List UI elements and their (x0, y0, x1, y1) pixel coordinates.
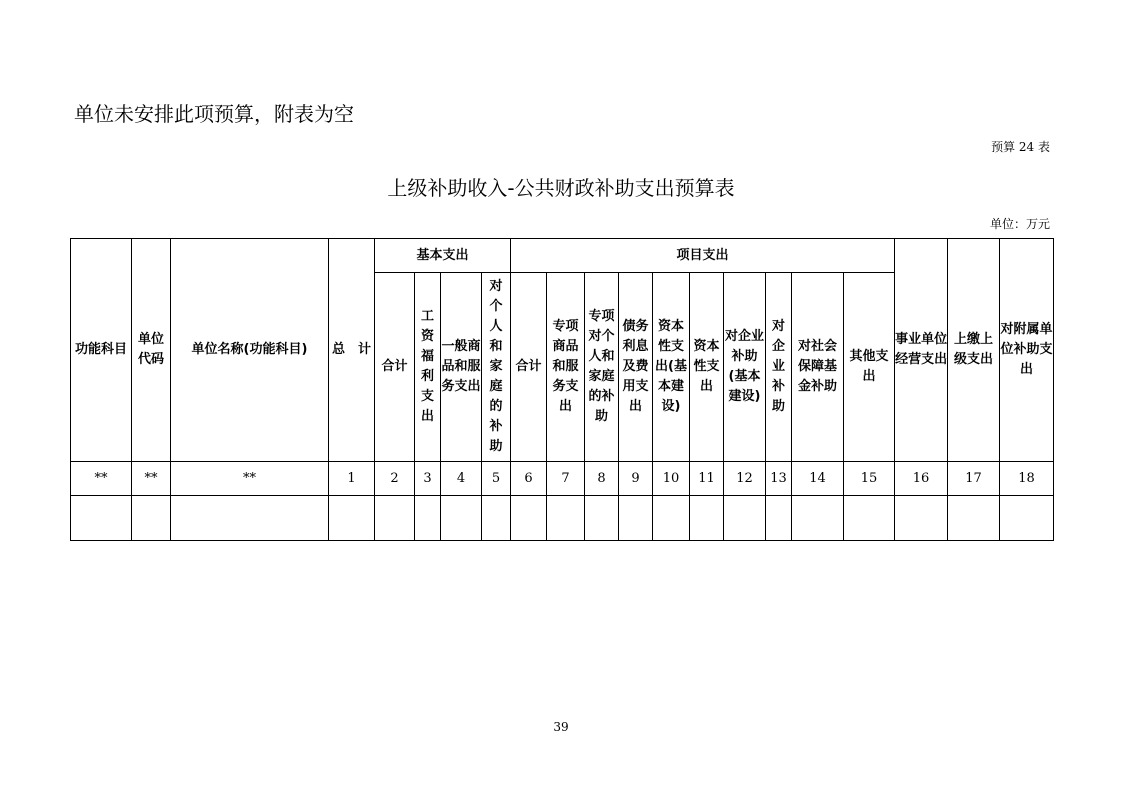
budget-table (70, 238, 1054, 541)
number-row (71, 462, 1054, 496)
page-number: 39 (553, 720, 569, 734)
empty-cell (329, 496, 375, 541)
number-cell: 17 (948, 462, 1000, 496)
empty-cell (375, 496, 415, 541)
empty-cell (415, 496, 441, 541)
number-cell: ** (71, 462, 132, 496)
header-total: 总 计 (329, 239, 375, 462)
number-cell: ** (132, 462, 171, 496)
number-cell: ** (171, 462, 329, 496)
header-project-enterprise: 对企业补助 (772, 319, 786, 414)
header-biz-exp: 事业单位经营支出 (895, 239, 948, 462)
table-title: 上级补助收入-公共财政补助支出预算表 (387, 176, 735, 200)
header-project-debt: 债务利息及费用支出 (619, 273, 653, 462)
header-project-social: 对社会保障基金补助 (792, 273, 844, 462)
empty-cell (511, 496, 547, 541)
empty-cell (792, 496, 844, 541)
number-cell: 18 (1000, 462, 1054, 496)
number-cell: 3 (415, 462, 441, 496)
empty-cell (724, 496, 766, 541)
number-cell: 16 (895, 462, 948, 496)
empty-cell (71, 496, 132, 541)
header-affiliate: 对附属单位补助支出 (1000, 239, 1054, 462)
header-project-personal: 专项对个人和家庭的补助 (585, 273, 619, 462)
empty-cell (547, 496, 585, 541)
header-unit-name: 单位名称(功能科目) (171, 239, 329, 462)
number-cell: 12 (724, 462, 766, 496)
header-basic-wages-cell (415, 273, 441, 462)
header-project-group: 项目支出 (511, 239, 895, 273)
header-func-subject: 功能科目 (71, 239, 132, 462)
unit-label: 单位：万元 (989, 217, 1050, 231)
header-unit-code: 单位代码 (132, 239, 171, 462)
header-project-capital-build: 资本性支出(基本建设) (653, 273, 690, 462)
number-cell: 15 (844, 462, 895, 496)
header-upper-pay: 上缴上级支出 (948, 239, 1000, 462)
empty-cell (441, 496, 482, 541)
empty-cell (844, 496, 895, 541)
header-basic-wages: 工资福利支出 (421, 309, 435, 424)
number-cell: 9 (619, 462, 653, 496)
header-project-capital: 资本性支出 (690, 273, 724, 462)
number-cell: 5 (482, 462, 511, 496)
number-cell: 11 (690, 462, 724, 496)
empty-cell (895, 496, 948, 541)
header-project-goods: 专项商品和服务支出 (547, 273, 585, 462)
empty-cell (653, 496, 690, 541)
header-basic-personal-cell (482, 273, 511, 462)
table-number: 预算 24 表 (991, 140, 1050, 154)
header-basic-total: 合计 (375, 273, 415, 462)
empty-cell (132, 496, 171, 541)
empty-cell (1000, 496, 1054, 541)
header-project-other: 其他支出 (844, 273, 895, 462)
number-cell: 2 (375, 462, 415, 496)
number-cell: 1 (329, 462, 375, 496)
header-basic-group: 基本支出 (375, 239, 511, 273)
number-cell: 8 (585, 462, 619, 496)
empty-cell (690, 496, 724, 541)
empty-cell (766, 496, 792, 541)
header-basic-goods: 一般商品和服务支出 (441, 273, 482, 462)
empty-cell (619, 496, 653, 541)
empty-data-row (71, 496, 1054, 541)
header-project-total: 合计 (511, 273, 547, 462)
number-cell: 14 (792, 462, 844, 496)
number-cell: 10 (653, 462, 690, 496)
empty-cell (482, 496, 511, 541)
number-cell: 7 (547, 462, 585, 496)
number-cell: 4 (441, 462, 482, 496)
empty-cell (585, 496, 619, 541)
empty-cell (948, 496, 1000, 541)
number-cell: 13 (766, 462, 792, 496)
empty-notice: 单位未安排此项预算，附表为空 (74, 102, 354, 126)
empty-cell (171, 496, 329, 541)
number-cell: 6 (511, 462, 547, 496)
header-project-enterprise-cell (766, 273, 792, 462)
header-basic-personal: 对个人和家庭的补助 (489, 279, 503, 454)
header-project-enterprise-build: 对企业补助(基本建设) (724, 273, 766, 462)
